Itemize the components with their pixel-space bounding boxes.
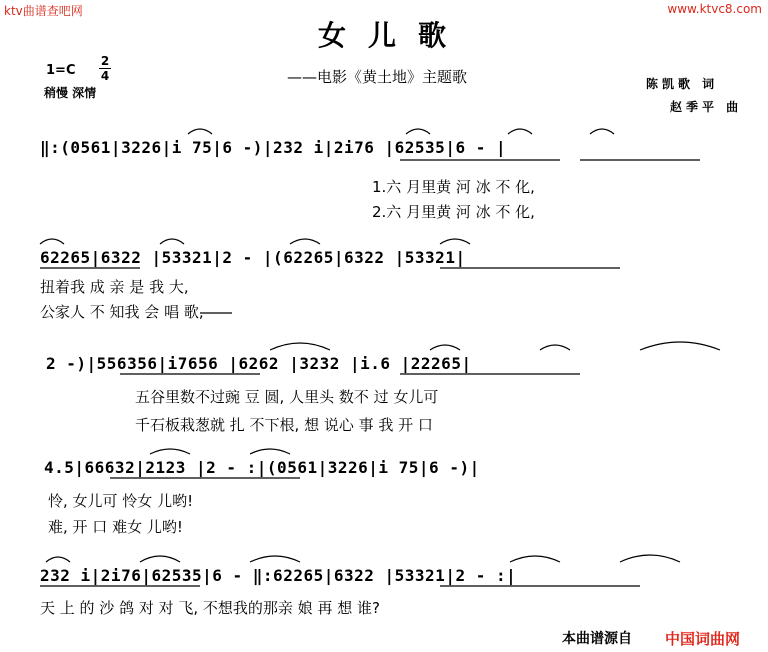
score-line-1-lyric-1: 1.六 月里黄 河 冰 不 化, [372,178,535,196]
time-signature [99,55,111,82]
tempo-marking: 稍慢 深情 [44,86,97,100]
slur [150,449,190,454]
watermark-left: ktv曲谱查吧网 [4,4,83,18]
slur [508,129,532,134]
slur [540,345,570,350]
source-label: 本曲谱源自 [562,631,632,647]
score-line-5-lyric-1: 天 上 的 沙 鸽 对 对 飞, 不想我的那亲 娘 再 想 谁? [40,599,380,617]
slur [440,239,470,244]
slur [40,239,64,244]
score-line-5-notes: 232 i|2i76|62535|6 - ‖:62265|6322 |53321|2 - :| [40,566,517,585]
slur [270,343,330,350]
score-line-4-lyric-2: 难, 开 口 难女 儿哟! [48,518,183,536]
score-line-4-lyric-1: 怜, 女儿可 怜女 儿哟! [48,492,194,510]
score-line-2-lyric-1: 扭着我 成 亲 是 我 大, [40,278,189,296]
score-line-1-lyric-2: 2.六 月里黄 河 冰 不 化, [372,203,535,221]
slur [430,345,460,350]
slur [640,342,720,350]
key-signature: 1=C [46,63,76,78]
score-line-3-lyric-2: 千石板栽葱就 扎 不下根, 想 说心 事 我 开 口 [135,416,433,434]
slur [290,239,320,244]
score-line-4-notes: 4.5|66632|2123 |2 - :|(0561|3226|i 75|6 -)| [44,458,480,477]
slur [140,556,180,562]
score-line-1-notes: ‖:(0561|3226|i 75|6 -)|232 i|2i76 |62535|6 - | [40,138,507,157]
slur [250,449,290,454]
song-subtitle: ——电影《黄土地》主题歌 [287,68,468,86]
slur [188,129,212,134]
slur [510,556,560,562]
score-line-2-lyric-2: 公家人 不 知我 会 唱 歌, [40,303,204,321]
time-signature-top: 2 [100,54,110,68]
slur [406,129,430,134]
site-name-link[interactable]: 中国词曲网 [665,630,741,648]
song-title: 女儿歌 [318,19,469,52]
slur [590,129,614,134]
watermark-right[interactable]: www.ktvc8.com [667,2,762,16]
slur [46,557,70,562]
score-line-3-lyric-1: 五谷里数不过豌 豆 圆, 人里头 数不 过 女儿可 [135,388,439,406]
slur [620,555,680,562]
time-signature-bottom: 4 [100,69,110,83]
lyricist-credit: 陈凯歌 词 [646,77,719,91]
composer-credit: 赵季平 曲 [670,100,743,114]
score-line-2-notes: 62265|6322 |53321|2 - |(62265|6322 |53321| [40,248,466,267]
slur [250,556,300,562]
slur [160,239,184,244]
score-line-3-notes: 2 -)|556356|i7656 |6262 |3232 |i.6 |22265| [46,354,472,373]
